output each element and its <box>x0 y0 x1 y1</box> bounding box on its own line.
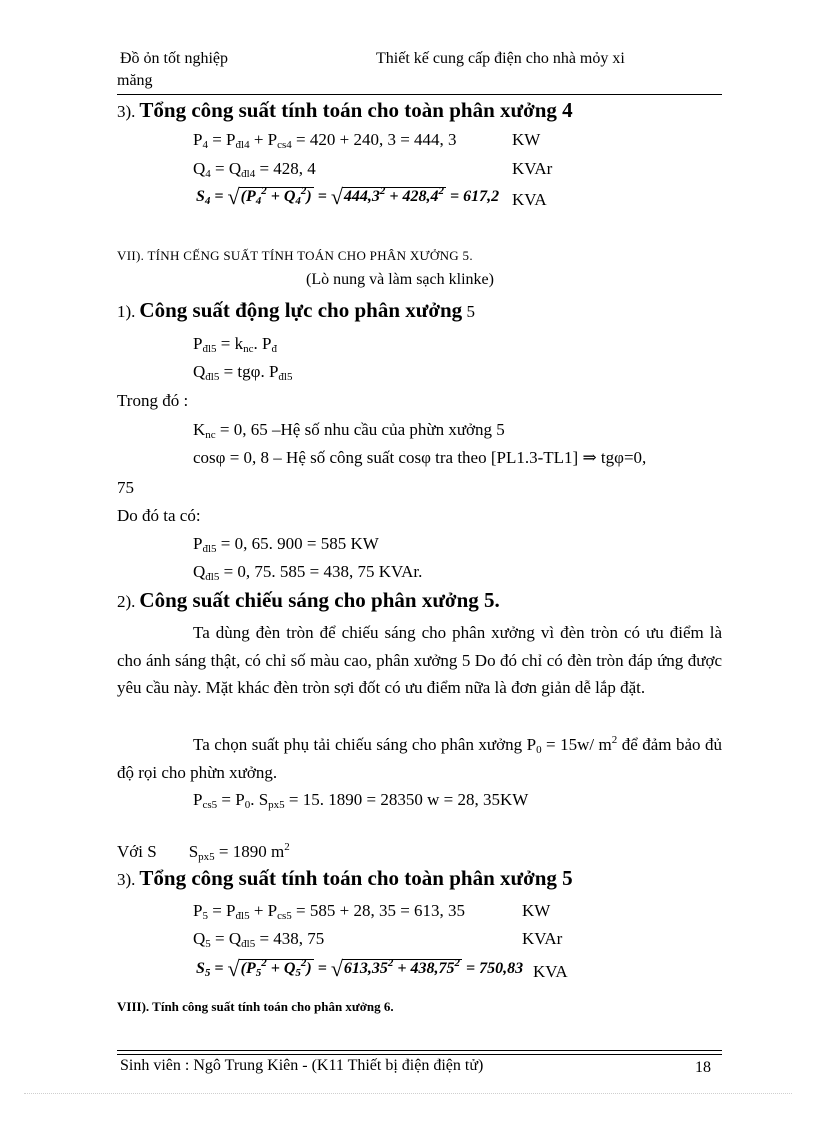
knc-line: $K_{nc} = 0$, 65 –Hệ số nhu cầu của phừn xưởng 5 <box>193 420 505 441</box>
p5-unit: KW <box>522 901 551 920</box>
header-center: Thiết kế cung cấp điện cho nhà mỏy xi <box>376 50 625 67</box>
footer-rule-bottom <box>117 1054 722 1055</box>
section4-heading: 3). Tổng công suất tính toán cho toàn phân xưởng 4 <box>117 98 573 122</box>
pdl5-formula: $P_{đl5} = k_{nc}$. $P_đ$ <box>193 334 277 355</box>
sub1-heading: 1). Công suất động lực cho phân xưởng 5 <box>117 298 475 322</box>
cos-line: cosφ = 0, 8 – Hệ số công suất cosφ tra theo [PL1.3-TL1] ⇒ tgφ=0, <box>193 448 647 467</box>
p4-formula: $P_4 = P_{đl4} + P_{cs4} = 420 + 240$, 3 = 444, 3 <box>193 130 457 151</box>
voi-s-line: Với S $S_{px5} = 1890$ $m^2$ <box>117 841 290 863</box>
header-left-cont: măng <box>117 72 153 89</box>
section7-subtitle: (Lò nung và làm sạch klinke) <box>306 271 494 288</box>
section8-title: VIII). Tính công suất tính toán cho phân xưởng 6. <box>117 999 394 1014</box>
q4-formula: $Q_4 = Q_{đl4} = 428$, 4 <box>193 159 316 180</box>
sub2-paragraph-1: Ta dùng đèn tròn để chiếu sáng cho phân xưởng vì đèn tròn có ưu điểm là cho ánh sáng thật, có chỉ số màu cao, phân xưởng 5 Do đó chỉ có đèn tròn đáp ứng được yêu cầu này. Mặt khác đèn tròn sợi đốt có ưu điểm nữa là đơn giản dễ lắp đặt. <box>117 623 722 697</box>
section7-title: VII). TÍNH CẾNG SUẤT TÍNH TOÁN CHO PHÂN XƯỞNG 5. <box>117 248 473 263</box>
pdl5-result: $P_{đl5} = 0$, 65. 900 = 585 KW <box>193 534 379 555</box>
section5-heading: 3). Tổng công suất tính toán cho toàn phân xưởng 5 <box>117 866 573 890</box>
footer-rule-top <box>117 1050 722 1051</box>
q5-unit: KVAr <box>522 929 563 948</box>
p4-unit: KW <box>512 130 541 149</box>
q5-formula: $Q_5 = Q_{đl5} = 438$, 75 <box>193 929 325 950</box>
footer-student: Sinh viên : Ngô Trung Kiên - (K11 Thiết bị điện điện tử) <box>120 1057 484 1074</box>
header-rule <box>117 94 722 95</box>
cos-line-cont: 75 <box>117 478 134 497</box>
pcs5-formula: $P_{cs5} = P_0$. $S_{px5} = 15$. 1890 = 28350 w = 28, 35KW <box>193 790 529 811</box>
sub2-paragraph-2: Ta chọn suất phụ tải chiếu sáng cho phân xưởng $P_0 = 15w/$ $m^2$ để đảm bảo đủ độ rọi cho phừn xưởng. <box>117 734 723 782</box>
s5-unit: KVA <box>533 962 568 981</box>
header-left: Đồ ỏn tốt nghiệp <box>120 50 228 67</box>
s5-formula: $S_5$ = √ $(P_5^2 + Q_5^2)$ = √ $613,35^2 + 438,75^2$ = 750,83 <box>196 956 524 981</box>
page-edge-dots <box>24 1093 792 1094</box>
q4-unit: KVAr <box>512 159 553 178</box>
page-number: 18 <box>695 1059 711 1076</box>
trong-do-label: Trong đó : <box>117 391 189 410</box>
s4-formula: $S_4$ = √ $(P_4^2 + Q_4^2)$ = √ $444,3^2 + 428,4^2$ = 617,2 <box>196 184 500 209</box>
qdl5-formula: $Q_{đl5} = tg\varphi$. $P_{đl5}$ <box>193 362 293 383</box>
do-do-label: Do đó ta có: <box>117 506 201 525</box>
s4-unit: KVA <box>512 190 547 209</box>
qdl5-result: $Q_{đl5} = 0$, 75. 585 = 438, 75 KVAr. <box>193 562 423 583</box>
sub2-heading: 2). Công suất chiếu sáng cho phân xưởng 5. <box>117 588 500 612</box>
p5-formula: $P_5 = P_{đl5} + P_{cs5} = 585 + 28$, 35 = 613, 35 <box>193 901 466 922</box>
